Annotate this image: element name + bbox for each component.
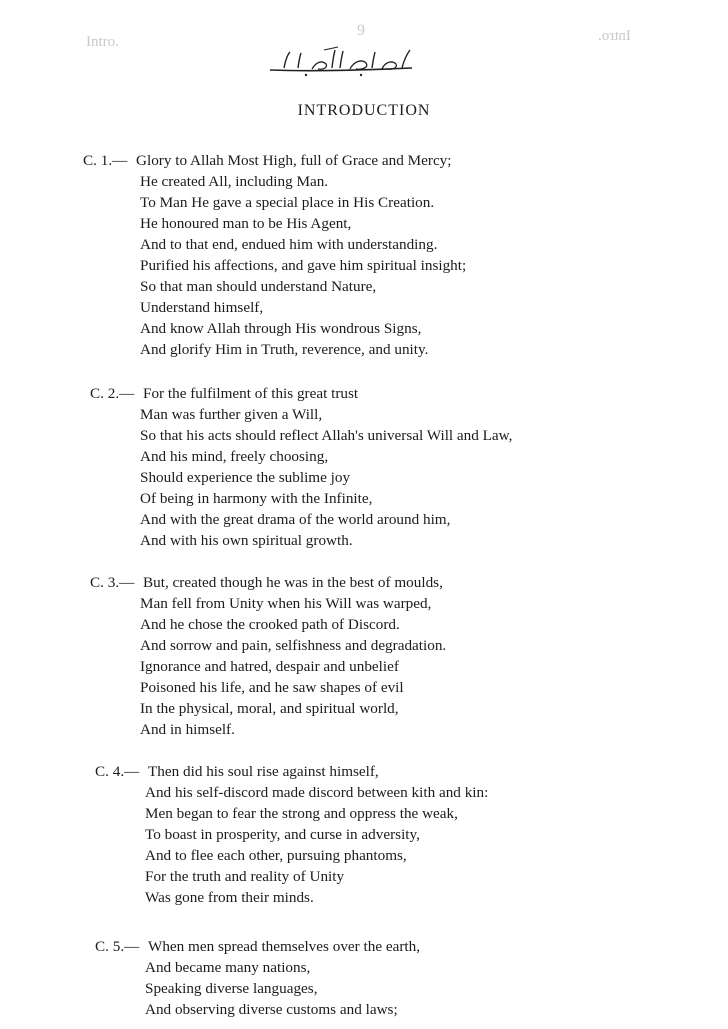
verse-line: Then did his soul rise against himself, — [148, 763, 379, 780]
verse-line: And glorify Him in Truth, reverence, and unity. — [140, 341, 429, 358]
verse-line: Poisoned his life, and he saw shapes of evil — [140, 679, 404, 696]
verse-line: And with the great drama of the world around him, — [140, 511, 451, 528]
verse-line: Of being in harmony with the Infinite, — [140, 490, 373, 507]
verse-line: And sorrow and pain, selfishness and degradation. — [140, 637, 447, 654]
bleed-through-page-number: 9 — [357, 22, 365, 39]
verse-line: For the truth and reality of Unity — [145, 868, 345, 885]
verse-line: And he chose the crooked path of Discord. — [140, 616, 400, 633]
verse-line: And became many nations, — [145, 959, 311, 976]
verse-line: To boast in prosperity, and curse in adversity, — [145, 826, 420, 843]
verse-line: And with his own spiritual growth. — [140, 532, 353, 549]
verse-line: Purified his affections, and gave him spiritual insight; — [140, 257, 467, 274]
section-label: C. 1.— — [83, 152, 128, 169]
verse-line: Men began to fear the strong and oppress the weak, — [145, 805, 458, 822]
section-label: C. 4.— — [95, 763, 140, 780]
section-label: C. 2.— — [90, 385, 135, 402]
verse-line: And to flee each other, pursuing phantoms, — [145, 847, 407, 864]
verse-line: So that his acts should reflect Allah's universal Will and Law, — [140, 427, 513, 444]
verse-line: He honoured man to be His Agent, — [140, 215, 352, 232]
verse-line: Understand himself, — [140, 299, 264, 316]
verse-line: And his self-discord made discord between kith and kin: — [145, 784, 489, 801]
verse-line: And observing diverse customs and laws; — [145, 1001, 398, 1018]
verse-line: And his mind, freely choosing, — [140, 448, 329, 465]
verse-line: Man fell from Unity when his Will was warped, — [140, 595, 432, 612]
verse-line: And in himself. — [140, 721, 235, 738]
verse-line: Was gone from their minds. — [145, 889, 314, 906]
page-title: INTRODUCTION — [297, 102, 431, 119]
verse-line: For the fulfilment of this great trust — [143, 385, 359, 402]
verse-line: In the physical, moral, and spiritual world, — [140, 700, 399, 717]
section-label: C. 3.— — [90, 574, 135, 591]
verse-line: Man was further given a Will, — [140, 406, 323, 423]
verse-line: And to that end, endued him with understanding. — [140, 236, 438, 253]
bleed-through-header: Intro. — [86, 34, 119, 50]
verse-line: Ignorance and hatred, despair and unbelief — [140, 658, 399, 675]
verse-line: Glory to Allah Most High, full of Grace and Mercy; — [136, 152, 452, 169]
bismillah-calligraphy — [266, 44, 416, 78]
verse-line: Speaking diverse languages, — [145, 980, 318, 997]
verse-line: To Man He gave a special place in His Creation. — [140, 194, 435, 211]
section-label: C. 5.— — [95, 938, 140, 955]
verse-line: And know Allah through His wondrous Signs, — [140, 320, 422, 337]
verse-line: Should experience the sublime joy — [140, 469, 351, 486]
verse-line: He created All, including Man. — [140, 173, 329, 190]
verse-line: So that man should understand Nature, — [140, 278, 377, 295]
verse-line: When men spread themselves over the earth, — [148, 938, 421, 955]
verse-line: But, created though he was in the best of moulds, — [143, 574, 443, 591]
bleed-through-header: Intro. — [598, 28, 631, 44]
